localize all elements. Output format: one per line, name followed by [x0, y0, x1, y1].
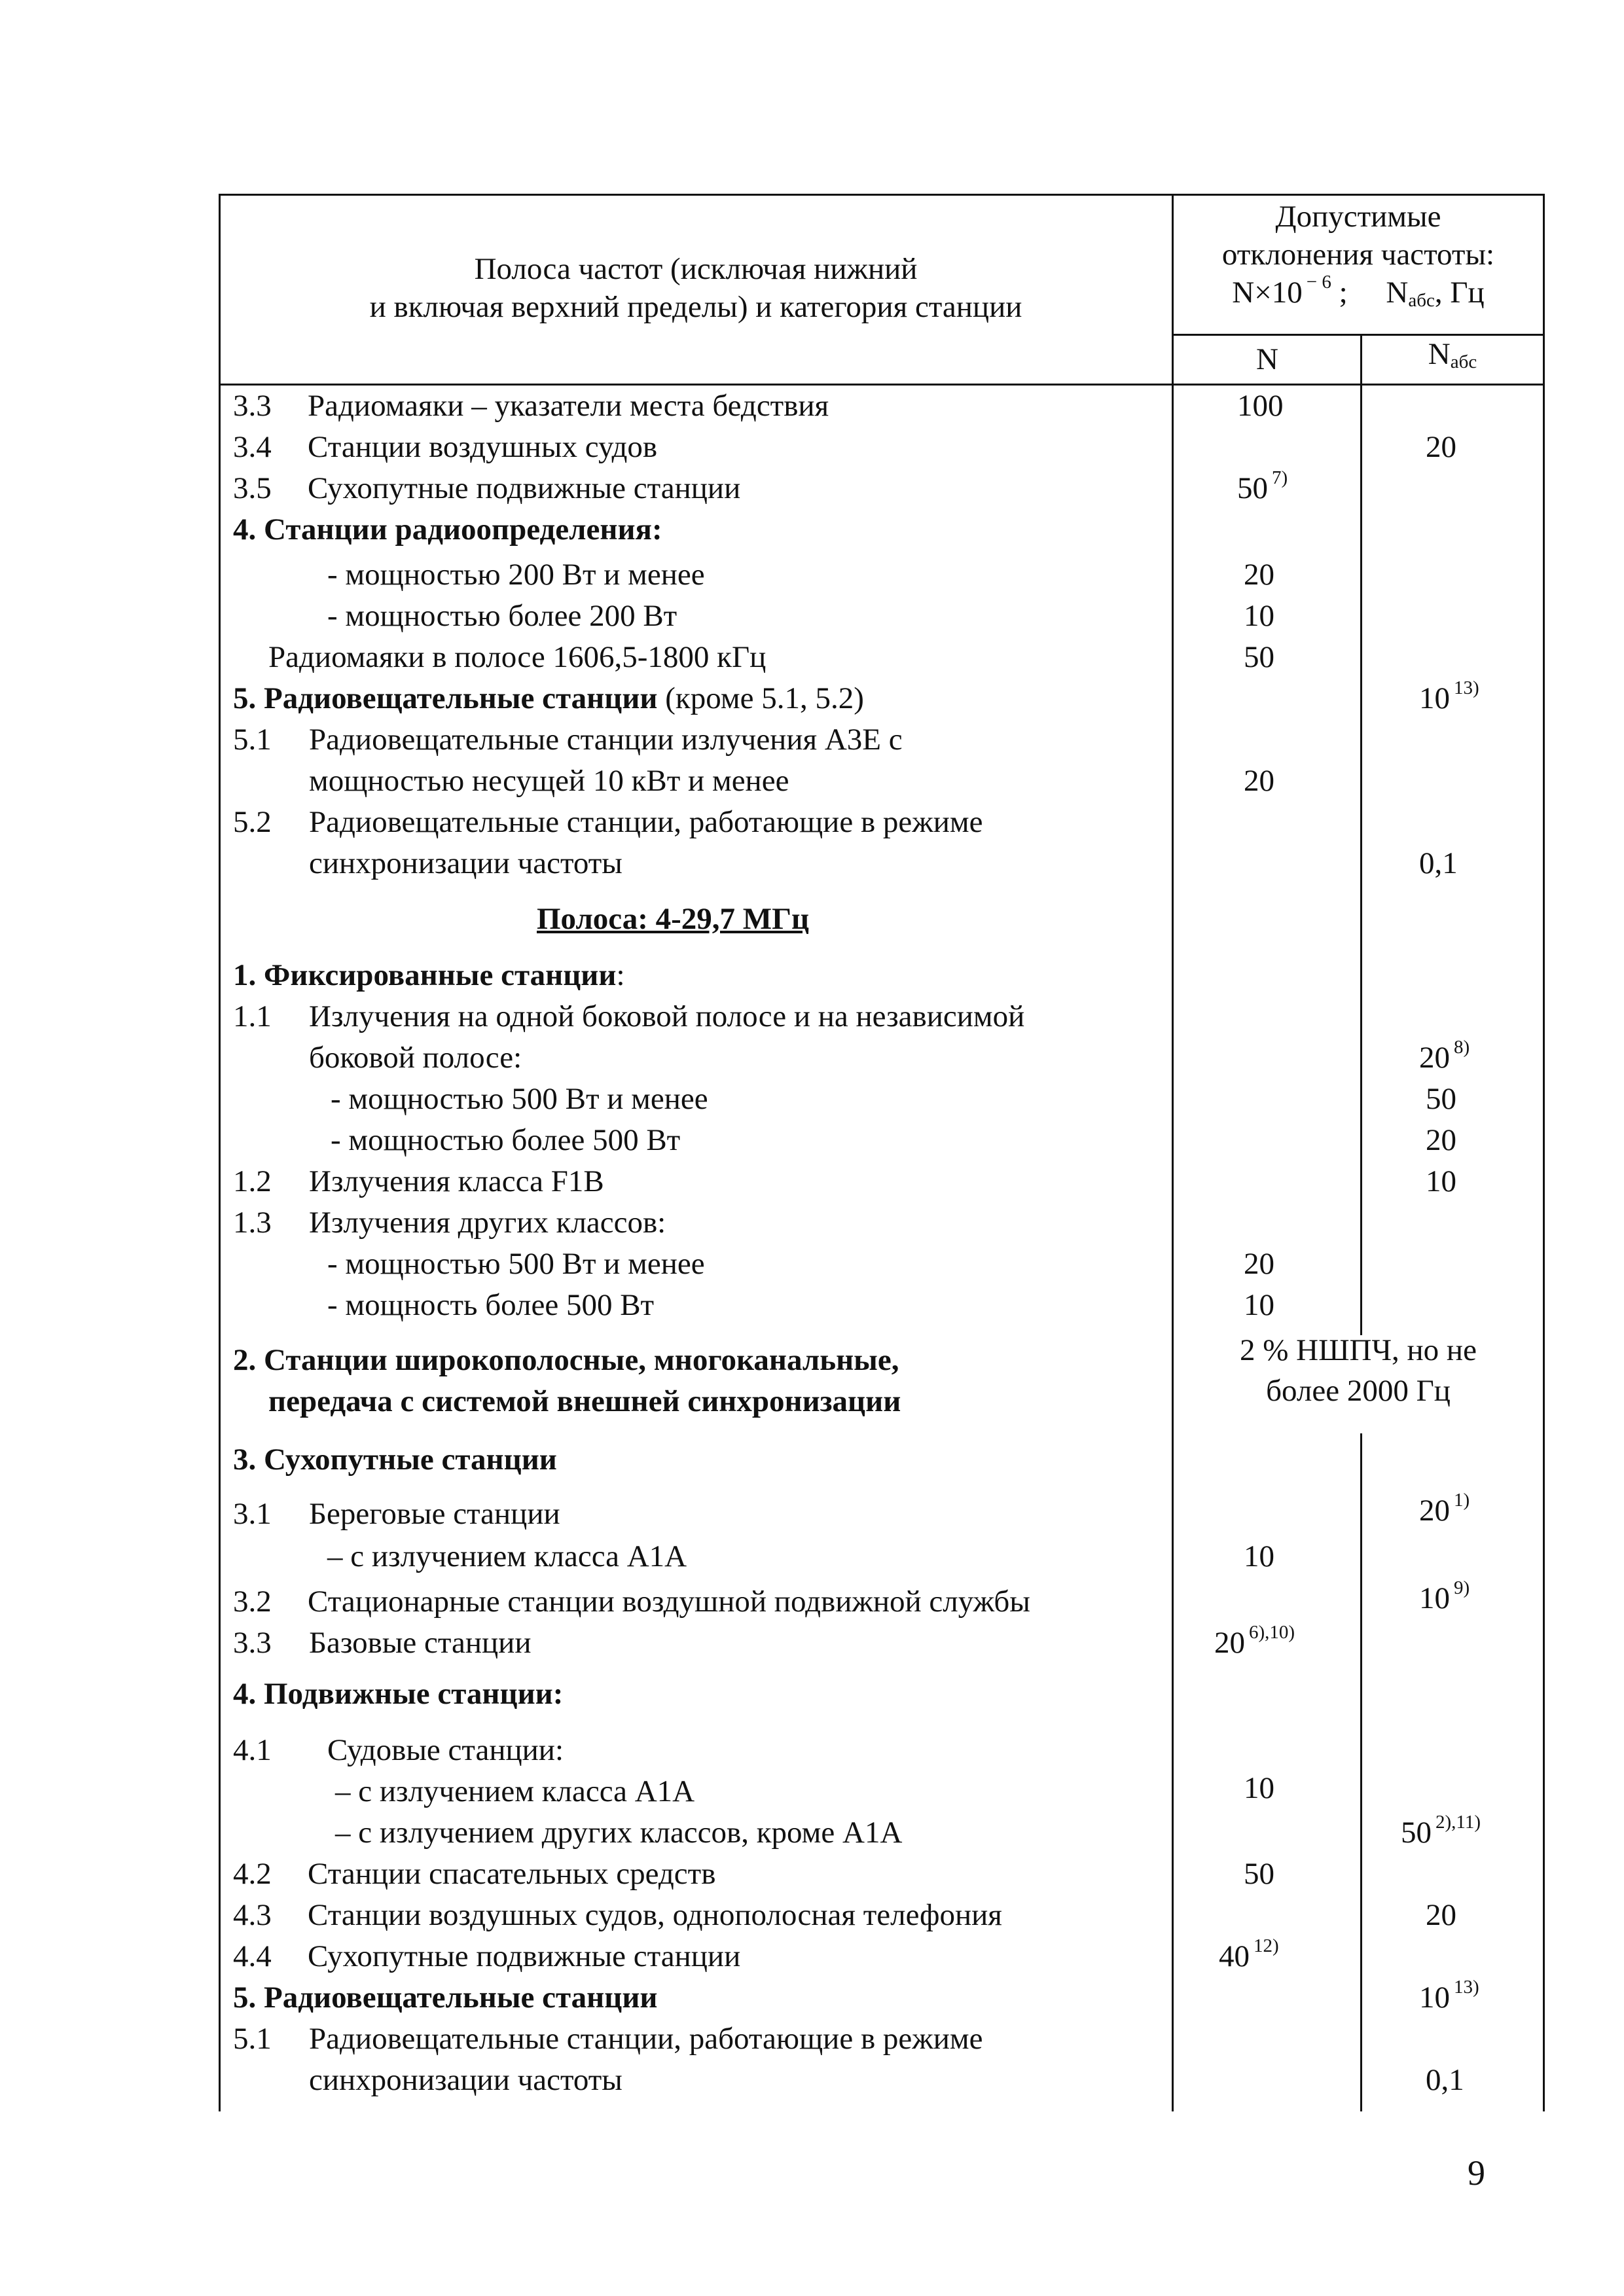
row-number: 5.1	[233, 2022, 272, 2056]
value-nabs: 10 $^{13)}$	[1419, 677, 1479, 715]
row-label: – с излучением класса А1А	[327, 1539, 687, 1573]
header-sub-n: N	[1256, 342, 1278, 376]
row-label: - мощность более 500 Вт	[327, 1288, 655, 1322]
header-band-label	[221, 250, 1170, 326]
row-label: синхронизации частоты	[309, 846, 623, 880]
row-number: 1.3	[233, 1206, 272, 1240]
table-right-border	[1543, 194, 1545, 2111]
row-number: 5.1	[233, 723, 272, 757]
row-number: 4.3	[233, 1898, 272, 1932]
row-label: Стационарные станции воздушной подвижной службы	[308, 1585, 1030, 1619]
row-label: Сухопутные подвижные станции	[308, 1939, 741, 1973]
section-heading: 2. Станции широкополосные, многоканальные,	[233, 1343, 899, 1377]
row-number: 3.3	[233, 389, 272, 423]
value-n: 10	[1244, 1539, 1274, 1573]
merged-tolerance-cell: 2 % НШПЧ, но не более 2000 Гц	[1240, 1333, 1477, 1408]
table-left-border	[219, 194, 221, 2111]
row-number: 4.2	[233, 1857, 272, 1891]
section-heading: 1. Фиксированные станции:	[233, 958, 625, 992]
row-number: 3.5	[233, 471, 272, 505]
value-nabs: 20	[1426, 430, 1456, 464]
row-label: Радиовещательные станции излучения А3Е с	[309, 723, 903, 757]
value-nabs: 50	[1426, 1082, 1456, 1116]
band-heading: Полоса: 4-29,7 МГц	[537, 902, 810, 936]
header-tolerance-line1: Допустимые	[1275, 200, 1441, 234]
header-band-line1: Полоса частот (исключая нижний	[474, 252, 918, 286]
header-tolerance-formula: N×10 $^{- 6}$ ; $N_{абс}$, Гц	[1232, 272, 1485, 311]
value-nabs: 50 $^{2),11)}$	[1401, 1812, 1481, 1850]
value-n: 50 $^{7)}$	[1237, 467, 1288, 505]
page-number: 9	[1468, 2153, 1485, 2193]
row-number: 4.1	[233, 1733, 272, 1767]
header-band-line2: и включая верхний пределы) и категория станции	[369, 290, 1022, 324]
value-nabs: 20	[1426, 1123, 1456, 1157]
row-label: боковой полосе:	[309, 1041, 522, 1075]
value-n: 10	[1244, 1771, 1274, 1805]
row-label: Станции спасательных средств	[308, 1857, 716, 1891]
row-number: 3.2	[233, 1585, 272, 1619]
row-label: Береговые станции	[309, 1497, 560, 1531]
value-n: 50	[1244, 640, 1274, 674]
row-label: - мощностью более 500 Вт	[331, 1123, 681, 1157]
col-divider-2-bottom	[1360, 1433, 1362, 2111]
row-label: – с излучением класса А1А	[335, 1774, 695, 1808]
row-number: 3.4	[233, 430, 272, 464]
value-n: 20	[1244, 558, 1274, 592]
row-label: Радиомаяки в полосе 1606,5-1800 кГц	[268, 640, 767, 674]
header-sub-nabs: $N_{абс}$	[1428, 337, 1477, 372]
header-tolerance-label	[1174, 198, 1542, 312]
value-n: 20	[1244, 1247, 1274, 1281]
section-heading: 5. Радиовещательные станции	[233, 1981, 658, 2015]
row-number: 1.2	[233, 1164, 272, 1198]
section-heading: 3. Сухопутные станции	[233, 1443, 557, 1477]
section-heading: 4. Станции радиоопределения:	[233, 512, 662, 547]
row-number: 1.1	[233, 999, 272, 1033]
row-label: Радиовещательные станции, работающие в режиме	[309, 2022, 983, 2056]
row-label: – с излучением других классов, кроме А1А	[335, 1816, 903, 1850]
row-label: Судовые станции:	[327, 1733, 564, 1767]
row-number: 3.1	[233, 1497, 272, 1531]
section-heading-cont: передача с системой внешней синхронизации	[268, 1384, 901, 1418]
row-number: 3.3	[233, 1626, 272, 1660]
row-label: Излучения класса F1B	[309, 1164, 604, 1198]
value-n: 50	[1244, 1857, 1274, 1891]
value-nabs: 20 $^{8)}$	[1419, 1037, 1470, 1075]
col-divider-2-top	[1360, 334, 1362, 1335]
row-label: Радиомаяки – указатели места бедствия	[308, 389, 829, 423]
row-number: 4.4	[233, 1939, 272, 1973]
value-n: 10	[1244, 599, 1274, 633]
row-label: мощностью несущей 10 кВт и менее	[309, 764, 789, 798]
value-n: 100	[1237, 389, 1284, 423]
value-nabs: 20	[1426, 1898, 1456, 1932]
header-tolerance-line2: отклонения частоты:	[1221, 238, 1495, 272]
value-n: 20	[1244, 764, 1274, 798]
row-label: Излучения на одной боковой полосе и на независимой	[309, 999, 1025, 1033]
table-top-border	[219, 194, 1545, 196]
row-label: - мощностью 500 Вт и менее	[331, 1082, 708, 1116]
section-heading: 4. Подвижные станции:	[233, 1677, 564, 1711]
col-divider-1	[1172, 194, 1174, 2111]
row-label: Радиовещательные станции, работающие в режиме	[309, 805, 983, 839]
row-label: Станции воздушных судов	[308, 430, 658, 464]
row-label: - мощностью более 200 Вт	[327, 599, 677, 633]
value-n: 20 $^{6),10)}$	[1214, 1622, 1295, 1660]
value-nabs: 10 $^{9)}$	[1419, 1577, 1470, 1615]
value-n: 10	[1244, 1288, 1274, 1322]
row-number: 5.2	[233, 805, 272, 839]
header-bottom-border	[219, 384, 1545, 386]
section-heading: 5. Радиовещательные станции (кроме 5.1, 5.2)	[233, 681, 864, 715]
value-nabs: 0,1	[1426, 2063, 1464, 2097]
value-nabs: 10	[1426, 1164, 1456, 1198]
row-label: Излучения других классов:	[309, 1206, 666, 1240]
value-nabs: 10 $^{13)}$	[1419, 1977, 1479, 2015]
value-n: 40 $^{12)}$	[1219, 1935, 1279, 1973]
row-label: - мощностью 500 Вт и менее	[327, 1247, 705, 1281]
row-label: синхронизации частоты	[309, 2063, 623, 2097]
value-nabs: 0,1	[1419, 846, 1458, 880]
row-label: Базовые станции	[309, 1626, 532, 1660]
row-label: Сухопутные подвижные станции	[308, 471, 741, 505]
value-nabs: 20 $^{1)}$	[1419, 1490, 1470, 1528]
row-label: Станции воздушных судов, однополосная телефония	[308, 1898, 1002, 1932]
row-label: - мощностью 200 Вт и менее	[327, 558, 705, 592]
